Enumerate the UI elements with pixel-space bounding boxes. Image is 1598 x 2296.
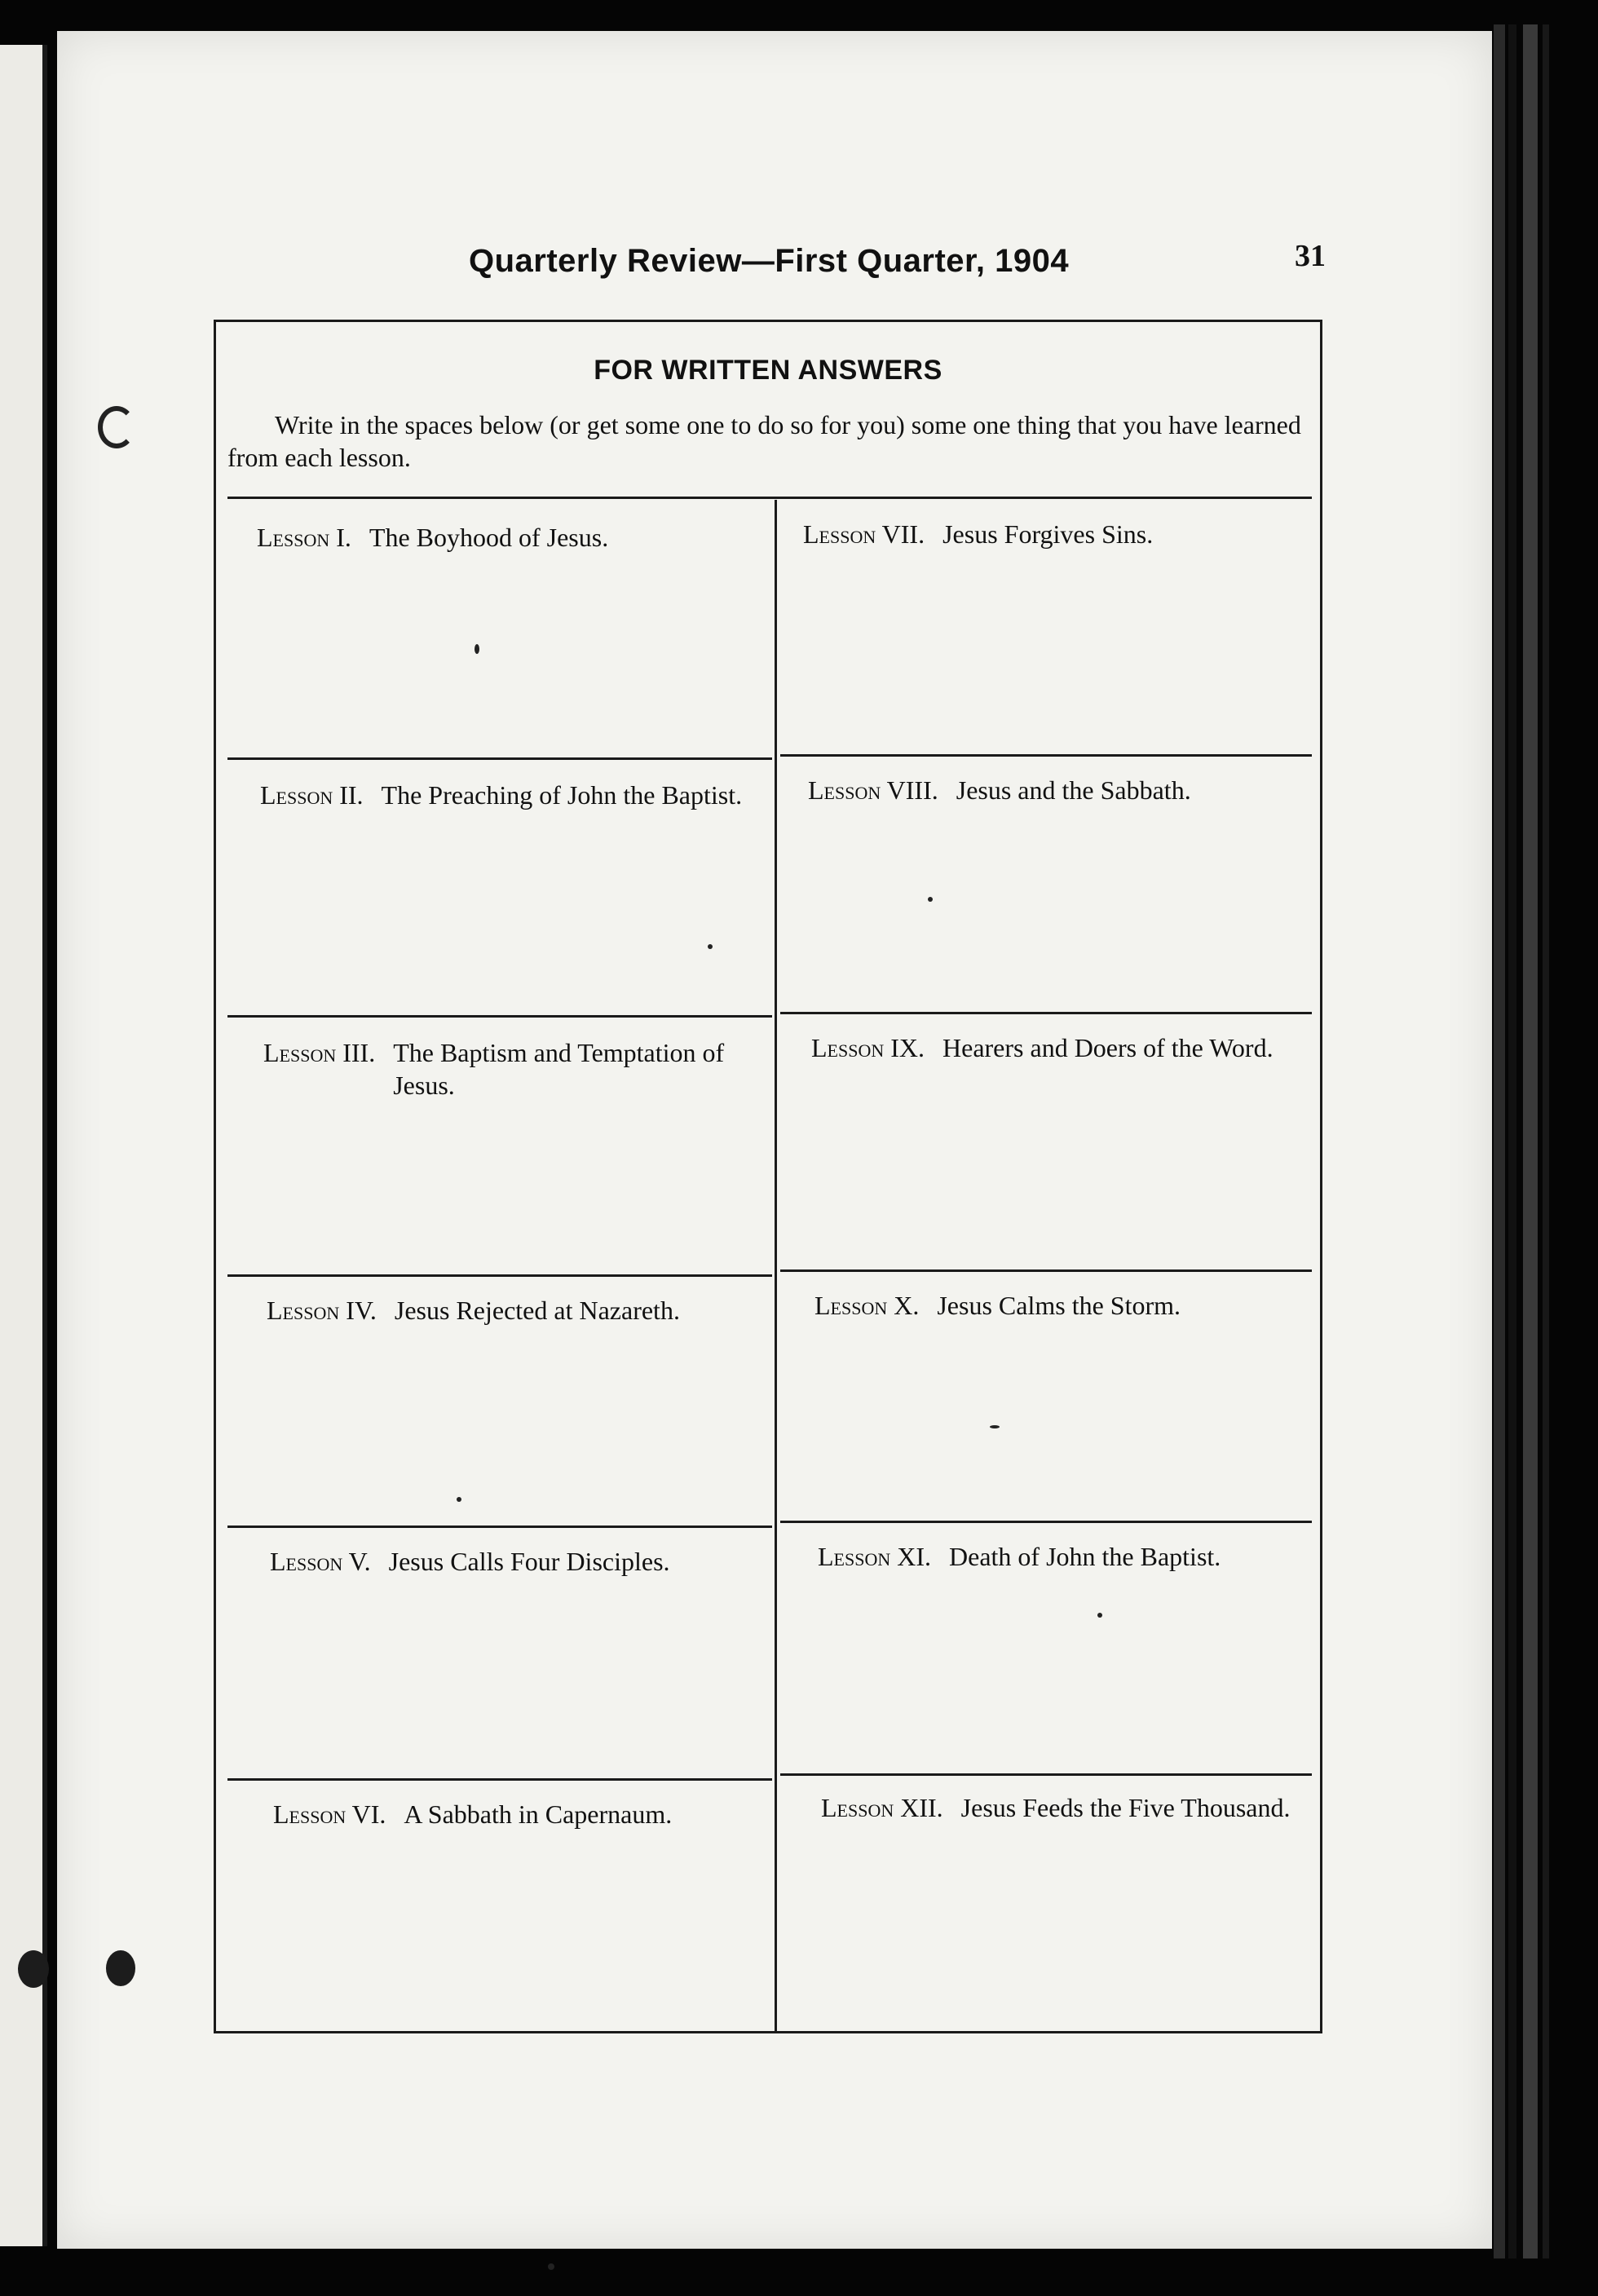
lesson-cell[interactable] — [808, 774, 1300, 806]
lesson-number: Lesson V. — [270, 1547, 371, 1576]
lesson-cell[interactable] — [273, 1798, 769, 1830]
row-divider — [780, 754, 1312, 757]
lesson-number: Lesson XI. — [818, 1542, 931, 1571]
page-number: 31 — [1295, 239, 1326, 273]
lesson-cell[interactable] — [260, 779, 766, 811]
form-instructions: Write in the spaces below (or get some one to do so for you) some one thing that you have learned from each lesson. — [227, 410, 1301, 472]
facing-page-edge — [0, 45, 47, 2246]
punch-hole — [98, 406, 135, 448]
written-answers-form — [214, 320, 1322, 2033]
lesson-title: Hearers and Doers of the Word. — [942, 1033, 1274, 1062]
form-title: FOR WRITTEN ANSWERS — [594, 355, 942, 386]
lesson-cell[interactable] — [263, 1036, 766, 1102]
page-stack-edge — [1494, 24, 1505, 2258]
lesson-title: The Boyhood of Jesus. — [369, 523, 609, 552]
lesson-number: Lesson III. — [263, 1038, 376, 1067]
page-stack-edge — [1508, 24, 1516, 2258]
lesson-title: Jesus Calls Four Disciples. — [388, 1547, 670, 1576]
lesson-number: Lesson II. — [260, 780, 364, 810]
lesson-title: Death of John the Baptist. — [949, 1542, 1221, 1571]
lesson-cell[interactable] — [814, 1289, 1300, 1322]
lesson-number: Lesson VI. — [273, 1799, 386, 1829]
row-divider — [227, 1778, 772, 1781]
row-divider — [780, 1269, 1312, 1272]
lesson-cell[interactable] — [270, 1545, 769, 1578]
row-divider — [227, 757, 772, 760]
row-divider — [227, 1526, 772, 1528]
lesson-title: Jesus Rejected at Nazareth. — [394, 1296, 680, 1325]
lesson-number: Lesson IX. — [811, 1033, 925, 1062]
page-stack-edge — [1543, 24, 1549, 2258]
lesson-title: Jesus and the Sabbath. — [956, 775, 1191, 805]
row-divider — [780, 1773, 1312, 1776]
lesson-cell[interactable] — [257, 521, 762, 554]
lesson-title: Jesus Calms the Storm. — [937, 1291, 1181, 1320]
lesson-title: Jesus Feeds the Five Thousand. — [960, 1793, 1291, 1822]
lesson-number: Lesson IV. — [267, 1296, 377, 1325]
lesson-cell[interactable] — [818, 1540, 1300, 1573]
row-divider — [227, 1274, 772, 1277]
lesson-number: Lesson I. — [257, 523, 351, 552]
punch-hole — [106, 1950, 135, 1986]
row-divider — [780, 1012, 1312, 1014]
lesson-cell[interactable] — [267, 1294, 769, 1327]
lesson-cell[interactable] — [803, 518, 1300, 550]
row-divider — [780, 1521, 1312, 1523]
lesson-number: Lesson X. — [814, 1291, 920, 1320]
lesson-cell[interactable] — [821, 1791, 1302, 1824]
lesson-number: Lesson XII. — [821, 1793, 943, 1822]
lesson-title: A Sabbath in Capernaum. — [404, 1799, 673, 1829]
lesson-title: The Preaching of John the Baptist. — [381, 780, 743, 810]
lesson-cell[interactable] — [811, 1031, 1300, 1064]
row-divider — [227, 1015, 772, 1018]
lesson-number: Lesson VIII. — [808, 775, 938, 805]
running-title: Quarterly Review—First Quarter, 1904 — [469, 243, 1070, 279]
punch-hole — [18, 1950, 49, 1988]
lesson-number: Lesson VII. — [803, 519, 925, 549]
lesson-title: Jesus Forgives Sins. — [942, 519, 1154, 549]
lesson-title: The Baptism and Temptation of Jesus. — [393, 1038, 725, 1100]
column-divider — [775, 500, 777, 2033]
divider — [227, 497, 1312, 499]
page-stack-edge — [1523, 24, 1538, 2258]
